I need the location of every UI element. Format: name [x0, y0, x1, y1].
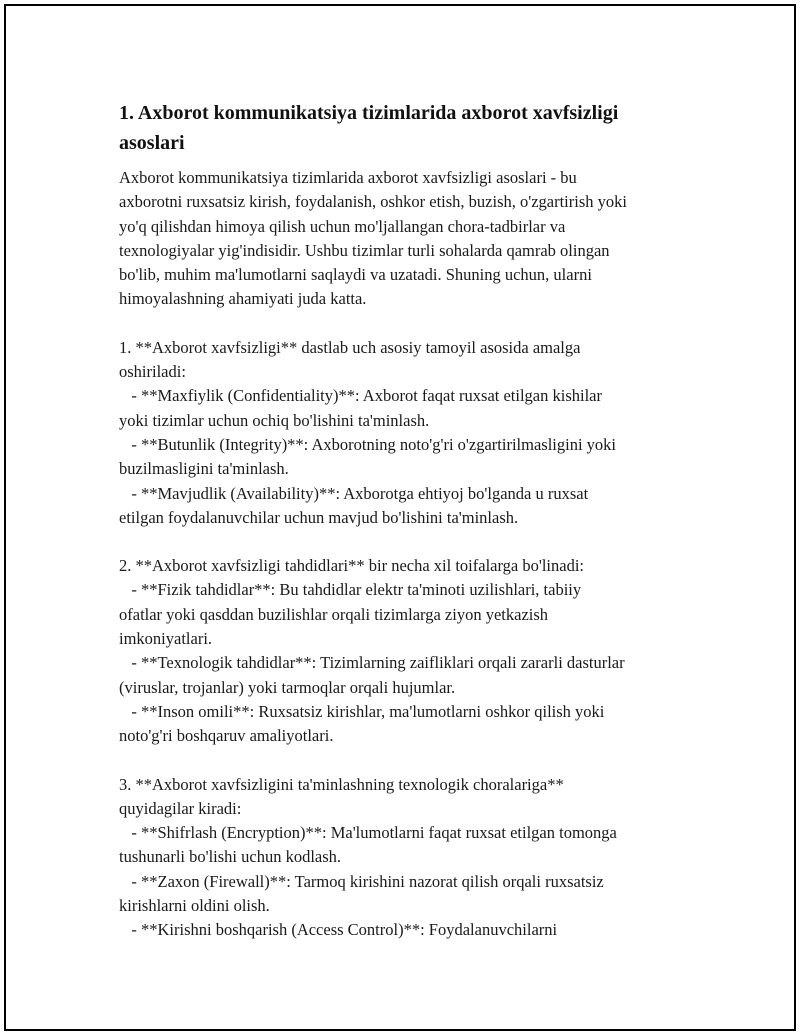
text-line: 3. **Axborot xavfsizligini ta'minlashning texnologik choralariga**	[119, 774, 564, 794]
title-line: 1. Axborot kommunikatsiya tizimlarida axborot xavfsizligi	[119, 102, 619, 124]
section-threats	[119, 554, 699, 748]
document-body	[119, 98, 699, 967]
page-frame	[4, 4, 796, 1031]
text-line: noto'g'ri boshqaruv amaliyotlari.	[119, 726, 334, 746]
text-line: - **Shifrlash (Encryption)**: Ma'lumotlarni faqat ruxsat etilgan tomonga	[119, 823, 617, 843]
text-line: yoki tizimlar uchun ochiq bo'lishini ta'minlash.	[119, 410, 430, 430]
section-principles	[119, 336, 699, 530]
text-line: tushunarli bo'lishi uchun kodlash.	[119, 847, 342, 867]
text-line: axborotni ruxsatsiz kirish, foydalanish, oshkor etish, buzish, o'zgartirish yoki	[119, 192, 627, 212]
text-line: - **Zaxon (Firewall)**: Tarmoq kirishini nazorat qilish orqali ruxsatsiz	[119, 871, 604, 891]
text-line: ofatlar yoki qasddan buzilishlar orqali tizimlarga ziyon yetkazish	[119, 604, 549, 624]
text-line: - **Maxfiylik (Confidentiality)**: Axborot faqat ruxsat etilgan kishilar	[119, 386, 602, 406]
text-line: himoyalashning ahamiyati juda katta.	[119, 289, 367, 309]
text-line: Axborot kommunikatsiya tizimlarida axborot xavfsizligi asoslari - bu	[119, 168, 577, 187]
text-line: - **Inson omili**: Ruxsatsiz kirishlar, ma'lumotlarni oshkor qilish yoki	[119, 701, 605, 721]
text-line: 2. **Axborot xavfsizligi tahdidlari** bir necha xil toifalarga bo'linadi:	[119, 556, 585, 576]
text-line: oshiriladi:	[119, 362, 186, 382]
text-line: quyidagilar kiradi:	[119, 798, 242, 818]
text-line: (viruslar, trojanlar) yoki tarmoqlar orqali hujumlar.	[119, 677, 456, 697]
section-measures	[119, 773, 699, 943]
page-title	[119, 98, 699, 158]
text-line: - **Kirishni boshqarish (Access Control)**: Foydalanuvchilarni	[119, 920, 558, 940]
text-line: yo'q qilishdan himoya qilish uchun mo'ljallangan chora-tadbirlar va	[119, 216, 566, 236]
text-line: kirishlarni oldini olish.	[119, 896, 270, 916]
text-line: - **Texnologik tahdidlar**: Tizimlarning zaifliklari orqali zararli dasturlar	[119, 653, 625, 673]
text-line: - **Mavjudlik (Availability)**: Axborotga ehtiyoj bo'lganda u ruxsat	[119, 483, 589, 503]
text-line: texnologiyalar yig'indisidir. Ushbu tizimlar turli sohalarda qamrab olingan	[119, 240, 610, 260]
text-line: - **Fizik tahdidlar**: Bu tahdidlar elektr ta'minoti uzilishlari, tabiiy	[119, 580, 582, 600]
text-line: bo'lib, muhim ma'lumotlarni saqlaydi va uzatadi. Shuning uchun, ularni	[119, 265, 592, 285]
text-line: 1. **Axborot xavfsizligi** dastlab uch asosiy tamoyil asosida amalga	[119, 337, 581, 357]
text-line: buzilmasligini ta'minlash.	[119, 459, 289, 479]
text-line: imkoniyatlari.	[119, 629, 213, 649]
text-line: etilgan foydalanuvchilar uchun mavjud bo'lishini ta'minlash.	[119, 507, 519, 527]
title-line: asoslari	[119, 132, 185, 154]
intro-paragraph	[119, 166, 699, 312]
text-line: - **Butunlik (Integrity)**: Axborotning noto'g'ri o'zgartirilmasligini yoki	[119, 434, 616, 454]
